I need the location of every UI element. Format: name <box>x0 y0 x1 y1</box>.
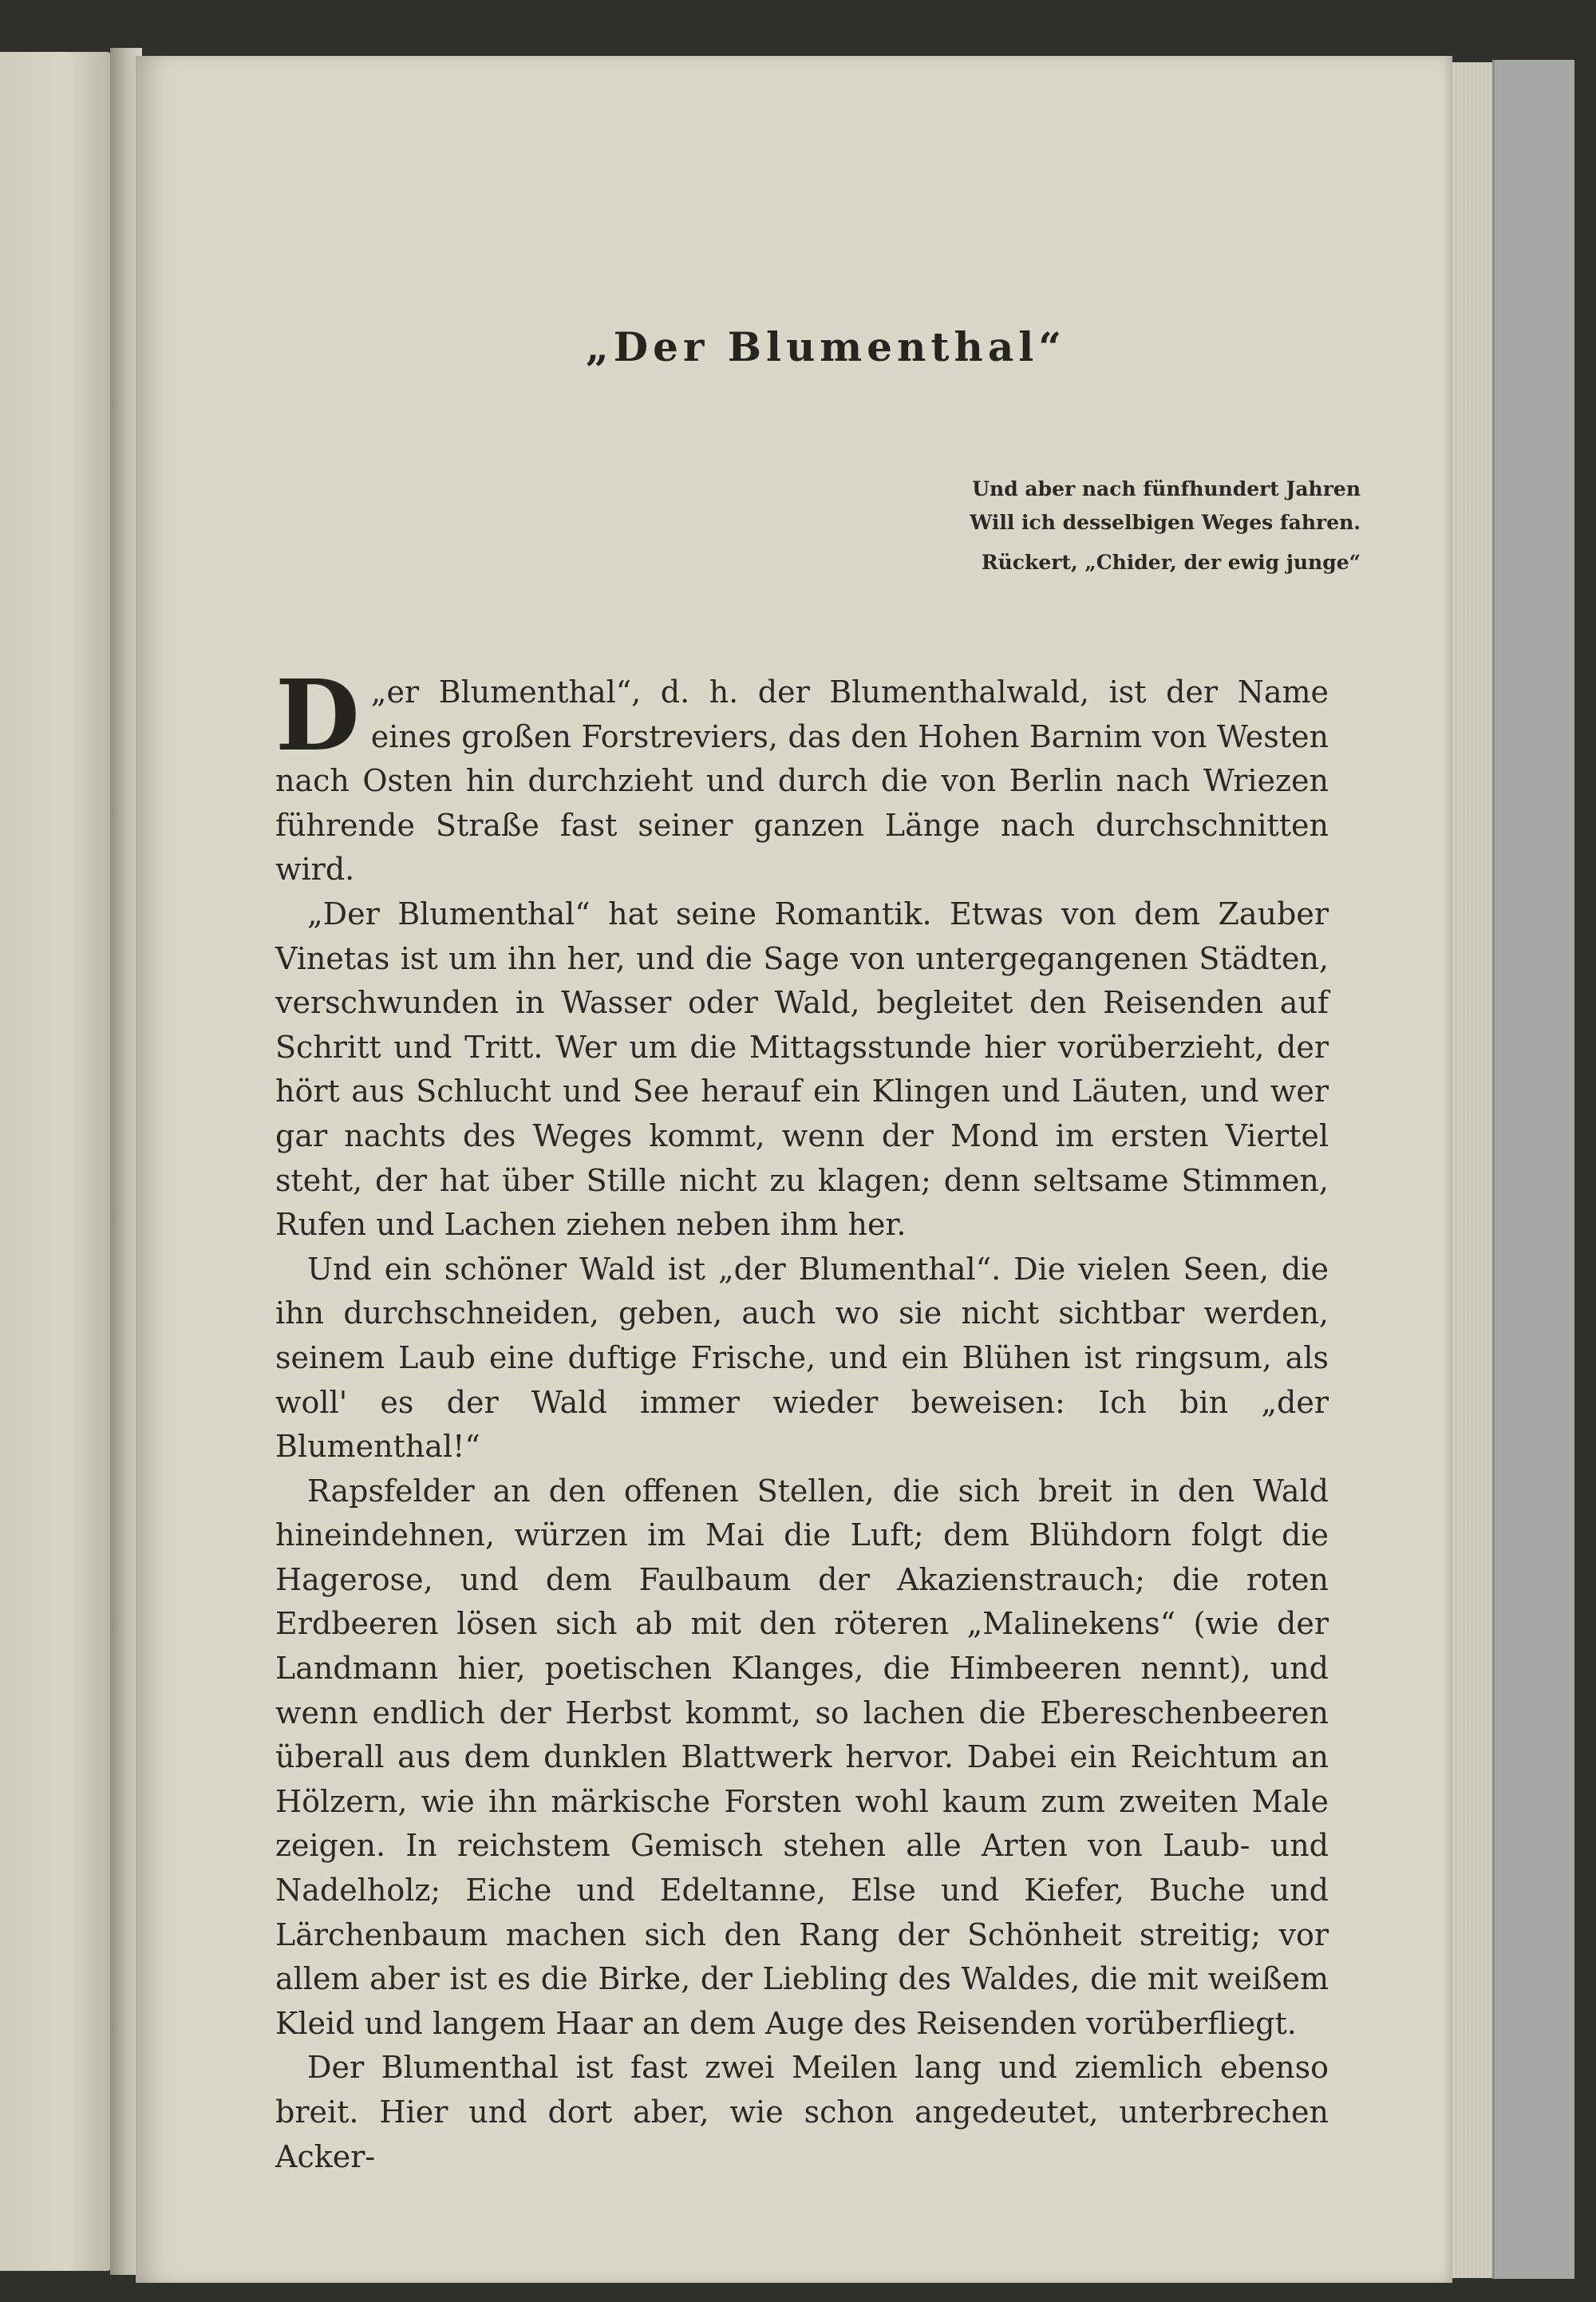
paragraph: „Der Blumenthal“ hat seine Romantik. Etwas von dem Zauber Vinetas ist um ihn her, und die Sage von untergegangenen Städten, verschwunden in Wasser oder Wald, begleitet den Reisenden auf Schritt und Tritt. Wer um die Mittagsstunde hier vorüberzieht, der hört aus Schlucht und See herauf ein Klingen und Läuten, und wer gar nachts des Weges kommt, wenn der Mond im ersten Viertel steht, der hat über Stille nicht zu klagen; denn seltsame Stimmen, Rufen und Lachen ziehen neben ihm her. <box>275 896 1329 1243</box>
epigraph-line: Und aber nach fünfhundert Jahren <box>972 477 1361 500</box>
paragraph <box>275 658 1329 892</box>
drop-cap: D <box>275 658 360 773</box>
epigraph-attribution: Rückert, „Chider, der ewig junge“ <box>981 551 1361 574</box>
page-content <box>275 56 1377 2283</box>
left-page-edge <box>0 52 112 2271</box>
paragraph-text: „er Blumenthal“, d. h. der Blumenthalwald, ist der Name eines großen Forstreviers, das den Hohen Barnim von Westen nach Osten hin durchzieht und durch die von Berlin nach Wriezen führende Straße fast seiner ganzen Länge nach durchschnitten wird. <box>275 674 1329 888</box>
book-cover-edge <box>1492 60 1574 2279</box>
body-text <box>275 658 1329 2179</box>
book-page <box>136 56 1452 2283</box>
paragraph: Der Blumenthal ist fast zwei Meilen lang und ziemlich ebenso breit. Hier und dort aber, wie schon angedeutet, unterbrechen Acker- <box>275 2050 1329 2174</box>
paragraph: Und ein schöner Wald ist „der Blumenthal“. Die vielen Seen, die ihn durchschneiden, geben, auch wo sie nicht sichtbar werden, seinem Laub eine duftige Frische, und ein Blühen ist ringsum, als woll' es der Wald immer wieder beweisen: Ich bin „der Blumenthal!“ <box>275 1251 1329 1465</box>
paragraph: Rapsfelder an den offenen Stellen, die sich breit in den Wald hineindehnen, würzen im Mai die Luft; dem Blühdorn folgt die Hagerose, und dem Faulbaum der Akazienstrauch; die roten Erdbeeren lösen sich ab mit den röteren „Malinekens“ (wie der Landmann hier, poetischen Klanges, die Himbeeren nennt), und wenn endlich der Herbst kommt, so lachen die Ebereschenbeeren überall aus dem dunklen Blattwerk hervor. Dabei ein Reichtum an Hölzern, wie ihn märkische Forsten wohl kaum zum zweiten Male zeigen. In reichstem Gemisch stehen alle Arten von Laub- und Nadelholz; Eiche und Edeltanne, Else und Kiefer, Buche und Lärchenbaum machen sich den Rang der Schönheit streitig; vor allem aber ist es die Birke, der Liebling des Waldes, die mit weißem Kleid und langem Haar an dem Auge des Reisenden vorüberfliegt. <box>275 1473 1329 2041</box>
epigraph-line: Will ich desselbigen Weges fahren. <box>970 511 1361 534</box>
epigraph <box>802 473 1361 579</box>
page-edges <box>1448 62 1496 2278</box>
chapter-title: „Der Blumenthal“ <box>586 323 1066 370</box>
